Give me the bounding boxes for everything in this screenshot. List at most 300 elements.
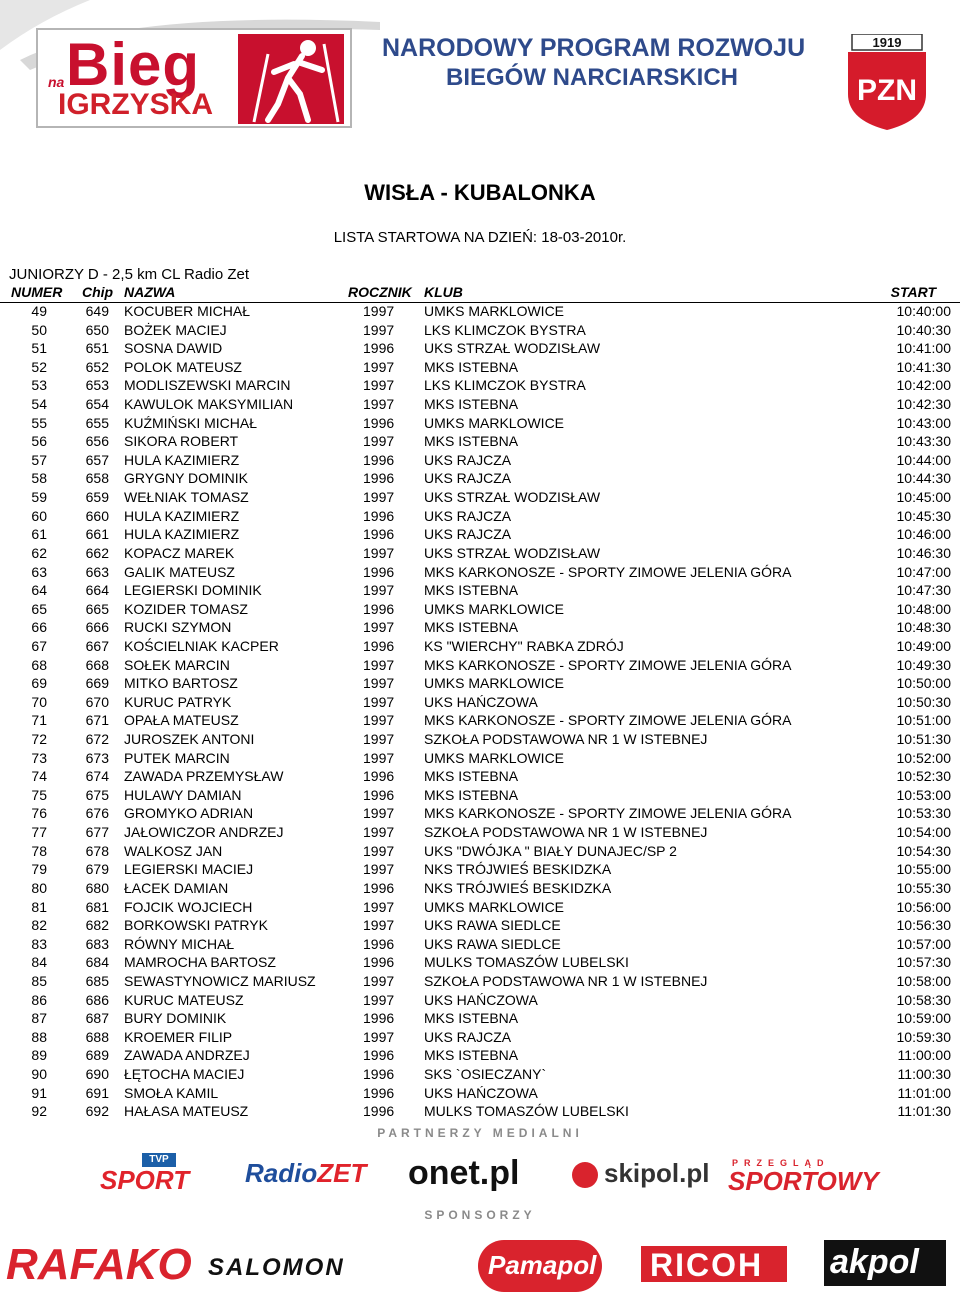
row-number: 62	[31, 544, 47, 561]
radio-zet-logo	[245, 1158, 366, 1189]
row-chip: 655	[85, 414, 109, 431]
row-club: MKS ISTEBNA	[424, 396, 519, 413]
row-name: ŁACEK DAMIAN	[124, 879, 229, 896]
row-year: 1996	[363, 414, 395, 431]
table-row	[0, 302, 960, 321]
row-start: 10:45:30	[896, 507, 951, 524]
row-year: 1997	[363, 731, 395, 748]
row-club: MKS ISTEBNA	[424, 768, 519, 785]
pamapol-logo: Pamapol	[488, 1250, 597, 1280]
table-row	[0, 972, 960, 991]
row-start: 10:43:00	[896, 414, 951, 431]
row-start: 11:01:30	[897, 1103, 951, 1120]
row-year: 1997	[363, 433, 395, 450]
row-start: 10:53:00	[896, 786, 951, 803]
row-number: 74	[31, 768, 47, 785]
logo-na-text: na	[48, 74, 65, 90]
table-row	[0, 674, 960, 693]
table-row	[0, 693, 960, 712]
row-start: 11:00:00	[897, 1047, 951, 1064]
row-year: 1997	[363, 582, 395, 599]
table-row	[0, 488, 960, 507]
row-start: 10:42:00	[896, 377, 951, 394]
table-row	[0, 711, 960, 730]
row-number: 85	[31, 972, 47, 989]
row-number: 67	[31, 637, 47, 654]
row-year: 1997	[363, 675, 395, 692]
row-year: 1996	[363, 451, 395, 468]
row-start: 10:48:00	[896, 600, 951, 617]
row-chip: 668	[85, 656, 109, 673]
row-year: 1996	[363, 879, 395, 896]
row-year: 1997	[363, 917, 395, 934]
logo-bieg-text: Bieg	[66, 31, 201, 98]
table-row	[0, 823, 960, 842]
row-name: SIKORA ROBERT	[124, 433, 239, 450]
row-chip: 658	[85, 470, 109, 487]
row-name: FOJCIK WOJCIECH	[124, 898, 253, 915]
row-club: NKS TRÓJWIEŚ BESKIDZKA	[424, 861, 612, 878]
row-year: 1996	[363, 1103, 395, 1120]
tvp-logo-badge: TVP	[142, 1153, 176, 1167]
row-year: 1997	[363, 898, 395, 915]
row-chip: 681	[85, 898, 109, 915]
row-name: SOŁEK MARCIN	[124, 656, 230, 673]
row-number: 80	[31, 879, 47, 896]
row-name: KURUC PATRYK	[124, 693, 232, 710]
row-name: HULAWY DAMIAN	[124, 786, 242, 803]
row-year: 1997	[363, 656, 395, 673]
row-chip: 659	[85, 489, 109, 506]
table-row	[0, 860, 960, 879]
row-club: LKS KLIMCZOK BYSTRA	[424, 377, 586, 394]
row-chip: 657	[85, 451, 109, 468]
page-title: WISŁA - KUBALONKA	[364, 180, 596, 205]
row-name: JAŁOWICZOR ANDRZEJ	[124, 824, 284, 841]
row-year: 1997	[363, 842, 395, 859]
row-name: WALKOSZ JAN	[124, 842, 223, 859]
table-row	[0, 1028, 960, 1047]
table-row	[0, 1084, 960, 1103]
row-year: 1996	[363, 1010, 395, 1027]
row-name: SEWASTYNOWICZ MARIUSZ	[124, 972, 316, 989]
row-name: BOŻEK MACIEJ	[124, 321, 227, 338]
row-club: NKS TRÓJWIEŚ BESKIDZKA	[424, 879, 612, 896]
row-start: 10:51:30	[896, 731, 951, 748]
przeglad-logo-top: PRZEGLĄD	[732, 1158, 830, 1168]
row-number: 87	[31, 1010, 47, 1027]
row-name: POLOK MATEUSZ	[124, 358, 242, 375]
table-row	[0, 656, 960, 675]
col-header-start: START	[890, 284, 936, 300]
row-year: 1997	[363, 712, 395, 729]
row-name: KOZIDER TOMASZ	[124, 600, 248, 617]
table-row	[0, 637, 960, 656]
row-year: 1997	[363, 303, 395, 319]
row-start: 10:55:30	[896, 879, 951, 896]
category-label: JUNIORZY D - 2,5 km CL Radio Zet	[9, 266, 250, 283]
row-name: BURY DOMINIK	[124, 1010, 227, 1027]
row-year: 1997	[363, 805, 395, 822]
page-subtitle: LISTA STARTOWA NA DZIEŃ: 18-03-2010r.	[333, 229, 627, 246]
row-start: 10:41:30	[896, 358, 951, 375]
row-name: KROEMER FILIP	[124, 1028, 233, 1045]
row-number: 72	[31, 731, 47, 748]
table-row	[0, 339, 960, 358]
row-year: 1996	[363, 1047, 395, 1064]
row-start: 10:44:00	[896, 451, 951, 468]
row-club: SZKOŁA PODSTAWOWA NR 1 W ISTEBNEJ	[424, 731, 708, 748]
table-row	[0, 898, 960, 917]
row-club: UKS RAJCZA	[424, 1028, 512, 1045]
row-chip: 682	[85, 917, 109, 934]
table-row	[0, 767, 960, 786]
table-row	[0, 581, 960, 600]
row-chip: 690	[85, 1065, 109, 1082]
row-start: 10:56:30	[896, 917, 951, 934]
table-row	[0, 525, 960, 544]
row-start: 10:44:30	[896, 470, 951, 487]
table-row	[0, 544, 960, 563]
program-title-line2: BIEGÓW NARCIARSKICH	[446, 64, 738, 91]
row-year: 1997	[363, 991, 395, 1008]
row-name: MAMROCHA BARTOSZ	[124, 954, 276, 971]
row-chip: 654	[85, 396, 109, 413]
row-chip: 687	[85, 1010, 109, 1027]
row-club: MKS ISTEBNA	[424, 786, 519, 803]
row-number: 86	[31, 991, 47, 1008]
row-club: UKS HAŃCZOWA	[424, 1084, 538, 1101]
row-start: 10:59:00	[896, 1010, 951, 1027]
row-club: UKS HAŃCZOWA	[424, 991, 538, 1008]
row-chip: 665	[85, 600, 109, 617]
table-row	[0, 953, 960, 972]
table-row	[0, 395, 960, 414]
row-name: GALIK MATEUSZ	[124, 563, 235, 580]
row-club: MKS KARKONOSZE - SPORTY ZIMOWE JELENIA GÓRA	[424, 712, 792, 729]
sponsors-label: SPONSORZY	[424, 1208, 536, 1222]
row-start: 10:58:30	[896, 991, 951, 1008]
row-club: UKS STRZAŁ WODZISŁAW	[424, 340, 601, 357]
table-row	[0, 321, 960, 340]
row-number: 81	[31, 898, 47, 915]
zet-text: ZET	[317, 1158, 367, 1188]
row-number: 65	[31, 600, 47, 617]
table-header	[0, 284, 960, 303]
row-chip: 652	[85, 358, 109, 375]
row-chip: 656	[85, 433, 109, 450]
row-start: 10:50:30	[896, 693, 951, 710]
row-number: 68	[31, 656, 47, 673]
table-row	[0, 507, 960, 526]
row-number: 71	[31, 712, 47, 729]
row-club: LKS KLIMCZOK BYSTRA	[424, 321, 586, 338]
table-row	[0, 786, 960, 805]
row-year: 1996	[363, 507, 395, 524]
row-year: 1997	[363, 358, 395, 375]
row-number: 79	[31, 861, 47, 878]
row-number: 56	[31, 433, 47, 450]
row-chip: 674	[85, 768, 109, 785]
row-chip: 677	[85, 824, 109, 841]
row-chip: 691	[85, 1084, 109, 1101]
row-chip: 669	[85, 675, 109, 692]
table-row	[0, 600, 960, 619]
table-row	[0, 414, 960, 433]
row-chip: 686	[85, 991, 109, 1008]
row-year: 1996	[363, 340, 395, 357]
row-club: UKS RAJCZA	[424, 470, 512, 487]
row-number: 91	[31, 1084, 47, 1101]
row-chip: 671	[85, 712, 109, 729]
row-name: KOŚCIELNIAK KACPER	[124, 637, 279, 654]
media-partners-label: PARTNERZY MEDIALNI	[377, 1126, 583, 1140]
col-header-nazwa: NAZWA	[124, 284, 176, 300]
row-name: KAWULOK MAKSYMILIAN	[124, 396, 294, 413]
row-year: 1997	[363, 396, 395, 413]
row-number: 92	[31, 1103, 47, 1120]
row-name: WEŁNIAK TOMASZ	[124, 489, 249, 506]
row-start: 10:42:30	[896, 396, 951, 413]
start-list-table	[0, 302, 960, 1121]
row-number: 63	[31, 563, 47, 580]
row-name: SMOŁA KAMIL	[124, 1084, 219, 1101]
row-year: 1997	[363, 861, 395, 878]
row-number: 52	[31, 358, 47, 375]
row-number: 89	[31, 1047, 47, 1064]
row-number: 70	[31, 693, 47, 710]
row-start: 10:50:00	[896, 675, 951, 692]
row-year: 1997	[363, 749, 395, 766]
row-name: OPAŁA MATEUSZ	[124, 712, 239, 729]
row-club: MKS KARKONOSZE - SPORTY ZIMOWE JELENIA GÓRA	[424, 563, 792, 580]
przeglad-sportowy-logo: SPORTOWY	[728, 1166, 879, 1196]
logo-igrzyska-text: IGRZYSKA	[58, 88, 214, 121]
row-number: 66	[31, 619, 47, 636]
col-header-klub: KLUB	[424, 284, 463, 300]
row-club: MKS ISTEBNA	[424, 433, 519, 450]
row-year: 1997	[363, 544, 395, 561]
row-chip: 662	[85, 544, 109, 561]
row-club: UKS RAWA SIEDLCE	[424, 917, 561, 934]
row-name: ZAWADA ANDRZEJ	[124, 1047, 250, 1064]
program-title-line1: NARODOWY PROGRAM ROZWOJU	[382, 34, 806, 62]
row-year: 1997	[363, 1028, 395, 1045]
row-name: SOSNA DAWID	[124, 340, 223, 357]
row-start: 10:47:00	[896, 563, 951, 580]
row-start: 10:52:00	[896, 749, 951, 766]
row-name: KURUC MATEUSZ	[124, 991, 244, 1008]
row-name: KOPACZ MAREK	[124, 544, 235, 561]
row-chip: 649	[85, 303, 109, 319]
row-name: MODLISZEWSKI MARCIN	[124, 377, 291, 394]
table-row	[0, 1065, 960, 1084]
row-club: MKS KARKONOSZE - SPORTY ZIMOWE JELENIA GÓRA	[424, 805, 792, 822]
row-start: 10:55:00	[896, 861, 951, 878]
row-year: 1997	[363, 693, 395, 710]
row-number: 55	[31, 414, 47, 431]
row-year: 1997	[363, 321, 395, 338]
table-row	[0, 451, 960, 470]
row-year: 1996	[363, 1084, 395, 1101]
pzn-logo	[846, 34, 928, 130]
row-number: 88	[31, 1028, 47, 1045]
table-row	[0, 618, 960, 637]
row-chip: 676	[85, 805, 109, 822]
row-year: 1996	[363, 786, 395, 803]
table-row	[0, 879, 960, 898]
row-start: 11:01:00	[897, 1084, 951, 1101]
row-number: 83	[31, 935, 47, 952]
onet-logo: onet.pl	[408, 1154, 520, 1192]
row-start: 10:46:30	[896, 544, 951, 561]
row-year: 1996	[363, 470, 395, 487]
row-club: MKS KARKONOSZE - SPORTY ZIMOWE JELENIA GÓRA	[424, 656, 792, 673]
row-start: 10:49:30	[896, 656, 951, 673]
row-name: JUROSZEK ANTONI	[124, 731, 255, 748]
rafako-logo: RAFAKO	[6, 1240, 192, 1289]
row-chip: 683	[85, 935, 109, 952]
row-start: 10:57:30	[896, 954, 951, 971]
table-row	[0, 358, 960, 377]
row-chip: 651	[85, 340, 109, 357]
row-year: 1996	[363, 563, 395, 580]
row-name: BORKOWSKI PATRYK	[124, 917, 268, 934]
row-start: 11:00:30	[897, 1065, 951, 1082]
row-club: UKS RAJCZA	[424, 451, 512, 468]
row-start: 10:40:00	[896, 303, 951, 319]
row-number: 73	[31, 749, 47, 766]
row-chip: 692	[85, 1103, 109, 1120]
row-club: UMKS MARKLOWICE	[424, 675, 565, 692]
row-name: PUTEK MARCIN	[124, 749, 230, 766]
row-name: ZAWADA PRZEMYSŁAW	[124, 768, 284, 785]
row-chip: 678	[85, 842, 109, 859]
pzn-text: PZN	[857, 74, 917, 107]
row-year: 1997	[363, 824, 395, 841]
row-year: 1996	[363, 1065, 395, 1082]
akpol-logo: akpol	[830, 1243, 919, 1281]
row-start: 10:46:00	[896, 526, 951, 543]
row-year: 1996	[363, 954, 395, 971]
row-start: 10:48:30	[896, 619, 951, 636]
row-number: 59	[31, 489, 47, 506]
row-club: MKS ISTEBNA	[424, 582, 519, 599]
row-chip: 653	[85, 377, 109, 394]
row-name: HULA KAZIMIERZ	[124, 507, 240, 524]
table-row	[0, 916, 960, 935]
row-chip: 689	[85, 1047, 109, 1064]
row-club: SZKOŁA PODSTAWOWA NR 1 W ISTEBNEJ	[424, 824, 708, 841]
row-number: 49	[31, 303, 47, 319]
row-name: LEGIERSKI MACIEJ	[124, 861, 254, 878]
row-name: GRYGNY DOMINIK	[124, 470, 248, 487]
row-start: 10:47:30	[896, 582, 951, 599]
row-start: 10:41:00	[896, 340, 951, 357]
row-chip: 663	[85, 563, 109, 580]
row-club: UMKS MARKLOWICE	[424, 414, 565, 431]
row-name: RUCKI SZYMON	[124, 619, 232, 636]
tvp-sport-logo: SPORT	[100, 1165, 190, 1195]
row-start: 10:51:00	[896, 712, 951, 729]
table-row	[0, 563, 960, 582]
row-club: UMKS MARKLOWICE	[424, 600, 565, 617]
row-chip: 666	[85, 619, 109, 636]
row-start: 10:59:30	[896, 1028, 951, 1045]
row-number: 78	[31, 842, 47, 859]
row-year: 1997	[363, 489, 395, 506]
row-number: 53	[31, 377, 47, 394]
row-chip: 680	[85, 879, 109, 896]
row-chip: 685	[85, 972, 109, 989]
row-club: UKS STRZAŁ WODZISŁAW	[424, 489, 601, 506]
row-start: 10:43:30	[896, 433, 951, 450]
row-club: UMKS MARKLOWICE	[424, 303, 565, 319]
table-row	[0, 730, 960, 749]
row-name: HAŁASA MATEUSZ	[124, 1103, 249, 1120]
row-chip: 688	[85, 1028, 109, 1045]
row-start: 10:52:30	[896, 768, 951, 785]
row-chip: 670	[85, 693, 109, 710]
row-name: MITKO BARTOSZ	[124, 675, 238, 692]
row-club: MKS ISTEBNA	[424, 1047, 519, 1064]
salomon-logo: SALOMON	[208, 1254, 345, 1281]
row-number: 90	[31, 1065, 47, 1082]
row-year: 1996	[363, 526, 395, 543]
row-name: KUŹMIŃSKI MICHAŁ	[124, 414, 258, 431]
row-number: 76	[31, 805, 47, 822]
row-chip: 661	[85, 526, 109, 543]
row-club: MKS ISTEBNA	[424, 1010, 519, 1027]
row-start: 10:58:00	[896, 972, 951, 989]
row-club: MULKS TOMASZÓW LUBELSKI	[424, 1103, 629, 1120]
row-name: ŁĘTOCHA MACIEJ	[124, 1065, 245, 1082]
row-chip: 679	[85, 861, 109, 878]
row-number: 60	[31, 507, 47, 524]
row-chip: 684	[85, 954, 109, 971]
row-club: MKS ISTEBNA	[424, 358, 519, 375]
row-club: UKS RAJCZA	[424, 507, 512, 524]
row-number: 50	[31, 321, 47, 338]
row-year: 1996	[363, 935, 395, 952]
row-name: KOCUBER MICHAŁ	[124, 303, 251, 319]
row-club: UKS RAWA SIEDLCE	[424, 935, 561, 952]
ricoh-logo: RICOH	[650, 1247, 764, 1283]
row-club: UMKS MARKLOWICE	[424, 898, 565, 915]
table-row	[0, 469, 960, 488]
row-club: UKS STRZAŁ WODZISŁAW	[424, 544, 601, 561]
row-year: 1996	[363, 600, 395, 617]
row-chip: 672	[85, 731, 109, 748]
row-number: 84	[31, 954, 47, 971]
row-number: 57	[31, 451, 47, 468]
row-chip: 664	[85, 582, 109, 599]
row-name: GROMYKO ADRIAN	[124, 805, 254, 822]
col-header-chip: Chip	[82, 284, 114, 300]
table-row	[0, 376, 960, 395]
row-club: UKS RAJCZA	[424, 526, 512, 543]
row-start: 10:45:00	[896, 489, 951, 506]
row-club: KS "WIERCHY" RABKA ZDRÓJ	[424, 637, 624, 654]
row-chip: 650	[85, 321, 109, 338]
skipol-logo: skipol.pl	[604, 1158, 710, 1188]
row-start: 10:49:00	[896, 637, 951, 654]
col-header-rocznik: ROCZNIK	[348, 284, 412, 300]
row-year: 1997	[363, 619, 395, 636]
row-year: 1996	[363, 637, 395, 654]
row-name: RÓWNY MICHAŁ	[124, 935, 235, 952]
row-number: 54	[31, 396, 47, 413]
